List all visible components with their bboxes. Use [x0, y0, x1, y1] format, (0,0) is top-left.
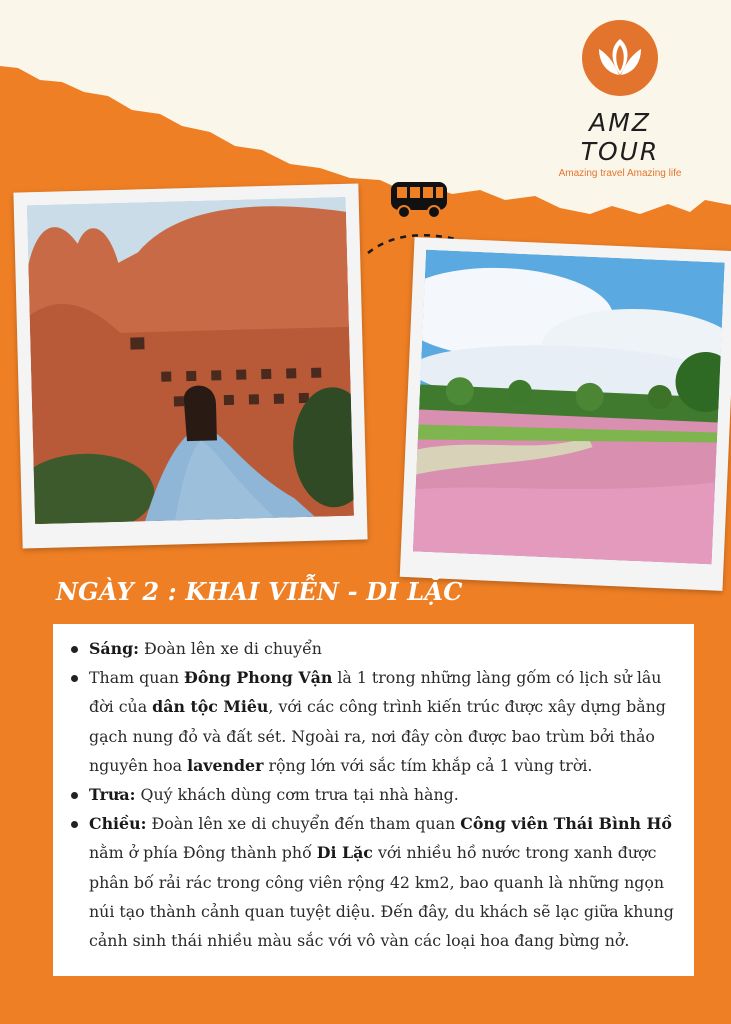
photo-dong-phong-van: [13, 184, 367, 549]
time-label: Trưa:: [89, 785, 136, 805]
photo-thai-binh-ho-park: [400, 237, 731, 591]
flower-park-image: [413, 250, 725, 565]
brand-name: AMZ TOUR: [580, 108, 660, 166]
list-item-visit: [89, 663, 680, 780]
time-label: Sáng:: [89, 639, 140, 658]
day-title: NGÀY 2 : KHAI VIỄN - DI LẶC: [56, 577, 463, 606]
item-text: Quý khách dùng cơm trưa tại nhà hàng.: [135, 785, 459, 805]
item-text: với nhiều hồ nước trong xanh được phân bố rải rác trong công viên rộng 42 km2, bao quanh là những ngọn núi tạo thành cảnh quan tuyệt diệu. Đến đây, du khách sẽ lạc giữa khung cảnh sinh thái nhiều màu sắc với vô vàn các loại hoa đang bừng nở.: [89, 843, 674, 951]
item-text: là 1 trong những làng gốm có lịch sử lâu đời của: [89, 668, 662, 717]
city-name: Di Lặc: [316, 843, 373, 863]
list-item-afternoon: [89, 809, 680, 955]
time-label: Chiều:: [89, 814, 147, 834]
item-text: Đoàn lên xe di chuyển đến tham quan: [146, 814, 461, 834]
item-text: Tham quan: [89, 668, 185, 688]
flower-name: lavender: [187, 755, 264, 775]
brand-logo: [545, 20, 695, 179]
list-item-morning: [89, 634, 680, 663]
itinerary-list: [89, 634, 680, 955]
item-text: nằm ở phía Đông thành phố: [89, 843, 317, 863]
list-item-noon: [89, 780, 680, 809]
ethnic-name: dân tộc Miêu: [152, 697, 269, 717]
item-text: Đoàn lên xe di chuyển: [139, 639, 322, 658]
item-text: , với các công trình kiến trúc được xây dựng bằng gạch nung đỏ và đất sét. Ngoài ra, nơi đây còn được bao trùm bởi thảo nguyên hoa: [89, 697, 666, 775]
brand-tagline: Amazing travel Amazing life: [558, 168, 682, 179]
item-text: rộng lớn với sắc tím khắp cả 1 vùng trời.: [263, 755, 593, 775]
brick-building-image: [27, 197, 354, 524]
itinerary-box: [53, 624, 694, 976]
bus-icon: [388, 178, 450, 222]
lotus-logo-icon: [582, 20, 658, 96]
park-name: Công viên Thái Bình Hồ: [460, 814, 672, 834]
place-name: Đông Phong Vận: [184, 668, 333, 688]
